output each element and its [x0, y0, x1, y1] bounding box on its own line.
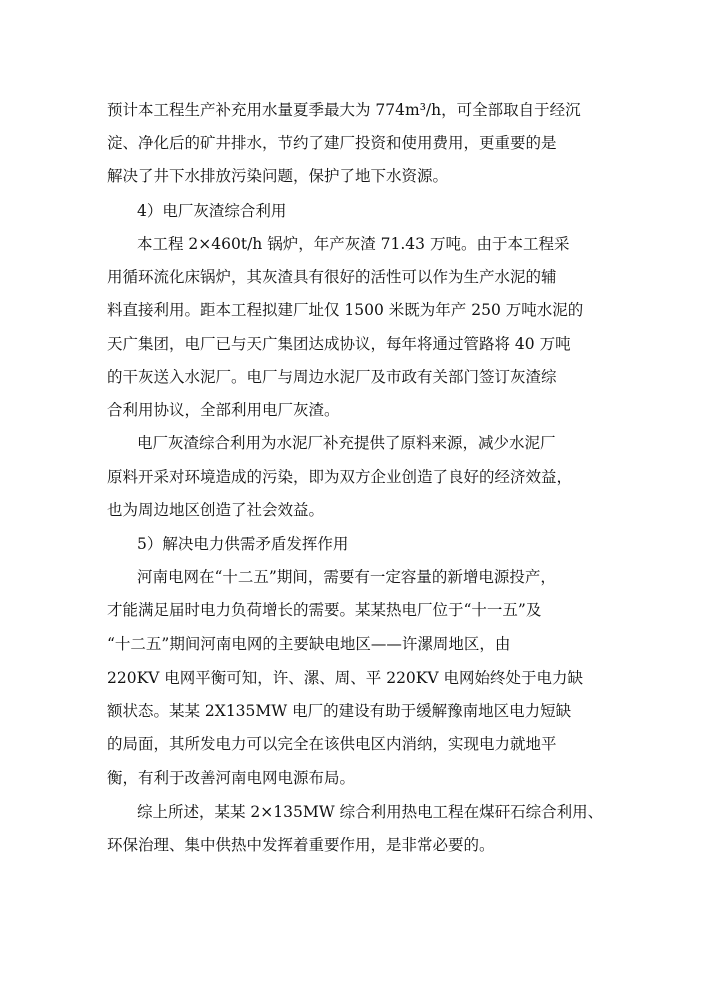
text-line-09: 的干灰送入水泥厂。电厂与周边水泥厂及市政有关部门签订灰渣综: [107, 368, 557, 386]
text-line-16: 才能满足届时电力负荷增长的需要。某某热电厂位于“十一五”及: [107, 601, 542, 619]
text-line-20: 的局面，其所发电力可以完全在该供电区内消纳，实现电力就地平: [107, 735, 557, 753]
section-heading-4: 4）电厂灰渣综合利用: [137, 202, 287, 220]
text-line-01: 预计本工程生产补充用水量夏季最大为 774m³/h，可全部取自于经沉: [107, 101, 581, 119]
text-line-10: 合利用协议，全部利用电厂灰渣。: [107, 401, 340, 419]
text-line-08: 天广集团，电厂已与天广集团达成协议，每年将通过管路将 40 万吨: [107, 335, 571, 353]
text-line-13: 也为周边地区创造了社会效益。: [107, 501, 325, 519]
text-line-23: 环保治理、集中供热中发挥着重要作用，是非常必要的。: [107, 836, 495, 854]
section-heading-5: 5）解决电力供需矛盾发挥作用: [137, 535, 349, 553]
text-line-02: 淀、净化后的矿井排水，节约了建厂投资和使用费用，更重要的是: [107, 134, 557, 152]
text-line-19: 额状态。某某 2X135MW 电厂的建设有助于缓解豫南地区电力短缺: [107, 702, 572, 720]
text-line-03: 解决了井下水排放污染问题，保护了地下水资源。: [107, 167, 449, 185]
text-line-15: 河南电网在“十二五”期间，需要有一定容量的新增电源投产，: [137, 568, 556, 586]
text-line-05: 本工程 2×460t/h 锅炉，年产灰渣 71.43 万吨。由于本工程采: [137, 235, 570, 253]
text-line-17: “十二五”期间河南电网的主要缺电地区——许漯周地区，由: [107, 635, 511, 653]
text-line-06: 用循环流化床锅炉，其灰渣具有很好的活性可以作为生产水泥的辅: [107, 268, 557, 286]
text-line-18: 220KV 电网平衡可知，许、漯、周、平 220KV 电网始终处于电力缺: [107, 669, 583, 687]
text-line-21: 衡，有利于改善河南电网电源布局。: [107, 769, 356, 787]
text-line-12: 原料开采对环境造成的污染，即为双方企业创造了良好的经济效益，: [107, 468, 573, 486]
text-line-11: 电厂灰渣综合利用为水泥厂补充提供了原料来源，减少水泥厂: [137, 434, 556, 452]
text-line-22: 综上所述，某某 2×135MW 综合利用热电工程在煤矸石综合利用、: [137, 803, 604, 821]
text-line-07: 料直接利用。距本工程拟建厂址仅 1500 米既为年产 250 万吨水泥的: [107, 301, 584, 319]
